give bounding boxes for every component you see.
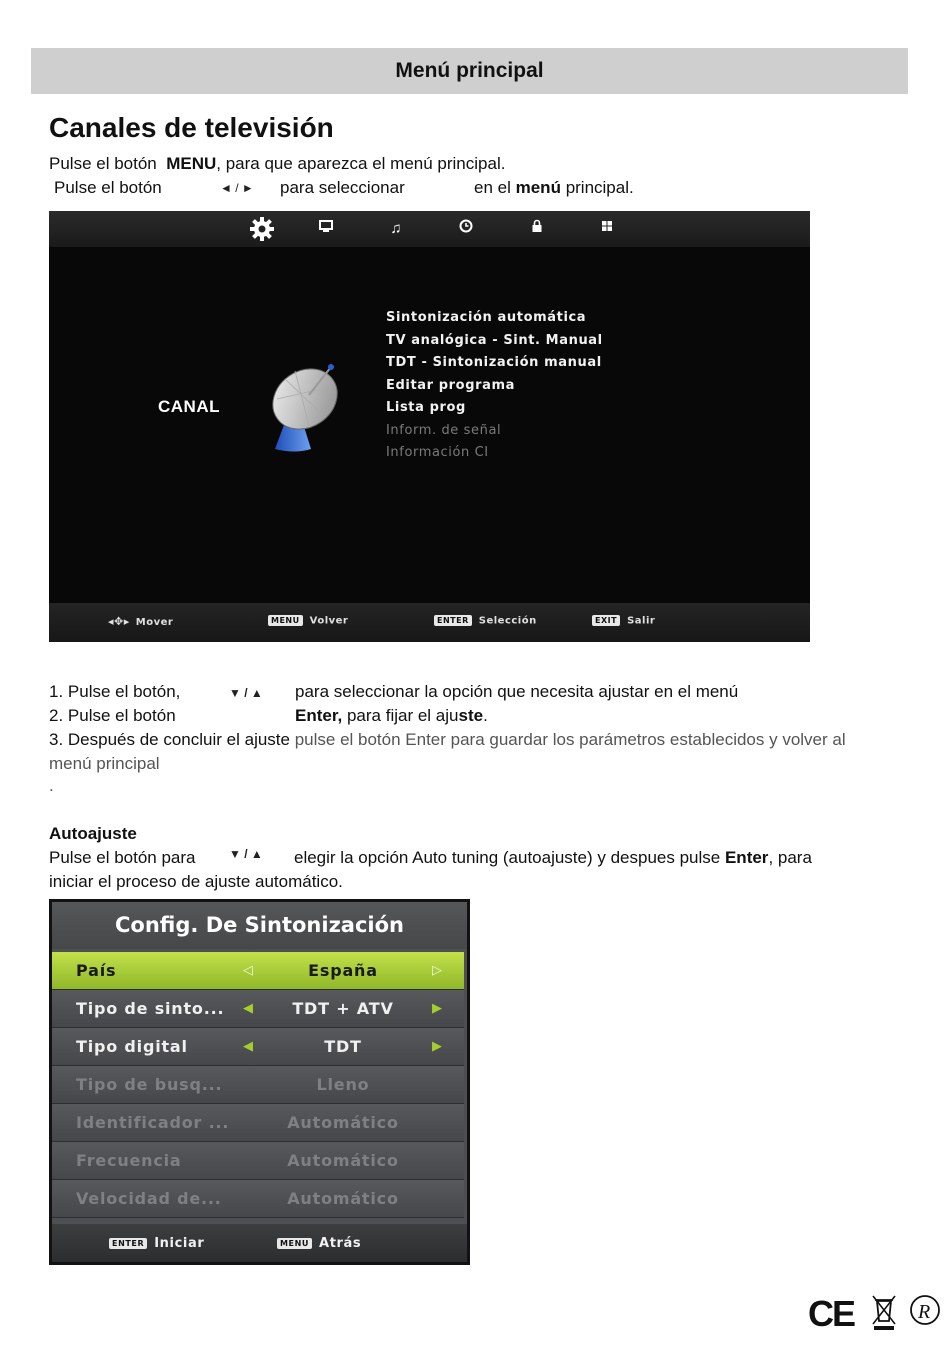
intro-line-2: Pulse el botón [54,178,162,197]
step-3-line-1: 3. Después de concluir el ajuste pulse el botón Enter para guardar los parámetros establecidos y volver al [49,730,846,749]
ce-mark-icon: CE [808,1293,855,1334]
gear-icon[interactable] [249,216,275,242]
autoajuste-line-1: elegir la opción Auto tuning (autoajuste) y despues pulse Enter, para [294,848,812,867]
setting-label: Tipo de busq... [76,1075,223,1094]
intro-line-1: Pulse el botón MENU, para que aparezca el menú principal. [49,154,506,173]
setting-value: Lleno [316,1075,370,1094]
hint-start: ENTER Iniciar [109,1236,204,1251]
arrow-left-icon[interactable]: ◀ [243,1039,254,1054]
monitor-icon[interactable] [315,219,337,239]
setting-row-network-id [52,1104,464,1142]
down-up-arrows-icon: ▼ / ▲ [229,847,263,861]
menu-key-icon: MENU [268,615,303,626]
section-label: CANAL [158,397,220,416]
clock-icon[interactable] [455,219,477,239]
setting-row-country[interactable] [52,952,464,990]
page-heading: Canales de televisión [49,112,334,143]
svg-text:R: R [918,1301,931,1323]
enter-key-icon: ENTER [434,615,472,626]
down-up-arrows-icon: ▼ / ▲ [229,686,263,700]
exit-key-icon: EXIT [592,615,620,626]
left-right-arrows-icon: ◄ / ► [220,181,254,195]
setting-label: Identificador ... [76,1113,230,1132]
setting-value: TDT + ATV [292,999,394,1018]
music-note-icon[interactable]: ♫ [390,220,402,237]
hint-back: MENU Volver [268,615,348,627]
satellite-dish-icon [265,359,345,454]
setting-value: TDT [324,1037,362,1056]
setting-value: España [308,961,378,980]
intro-line-2-end: en el menú principal. [474,178,634,197]
enter-key-icon: ENTER [109,1238,147,1249]
menu-item-edit-program[interactable]: Editar programa [386,378,516,393]
tuning-setup-screen [49,899,470,1265]
menu-item-dtv-manual[interactable]: TDT - Sintonización manual [386,355,602,370]
menu-item-program-list[interactable]: Lista prog [386,400,466,415]
hint-select: ENTER Selección [434,615,537,627]
step-3-line-2: menú principal [49,754,160,773]
autoajuste-title: Autoajuste [49,824,137,843]
arrow-right-icon[interactable]: ▶ [432,1039,443,1054]
intro-line-2-mid: para seleccionar [280,178,405,197]
header-title: Menú principal [395,59,544,82]
step-1-text: para seleccionar la opción que necesita ajustar en el menú [295,682,739,701]
setting-row-scan-type [52,1066,464,1104]
menu-item-atv-manual[interactable]: TV analógica - Sint. Manual [386,333,603,348]
move-arrows-icon: ◂✥▸ [108,615,130,628]
tuning-setup-panel [52,902,467,1262]
lock-icon[interactable] [526,219,548,239]
menu-key-icon: MENU [277,1238,312,1249]
setting-row-frequency [52,1142,464,1180]
arrow-right-icon[interactable]: ▶ [432,1001,443,1016]
step-3-dot: . [49,776,54,795]
arrow-left-icon[interactable]: ◀ [243,1001,254,1016]
step-2-prefix: 2. Pulse el botón [49,706,176,725]
menu-top-bar [49,211,810,247]
step-2-text: Enter, para fijar el ajuste. [295,706,488,725]
hint-back: MENU Atrás [277,1236,361,1251]
setting-value: Automático [287,1189,399,1208]
grid-icon[interactable] [596,219,618,239]
setting-value: Automático [287,1151,399,1170]
setting-label: Velocidad de... [76,1189,222,1208]
setting-label: Frecuencia [76,1151,182,1170]
hint-exit: EXIT Salir [592,615,655,627]
setting-label: Tipo digital [76,1037,188,1056]
menu-item-ci-info: Información CI [386,445,489,460]
setting-label: País [76,961,117,980]
arrow-right-icon[interactable]: ▷ [432,963,443,978]
autoajuste-line-1-prefix: Pulse el botón para [49,848,196,867]
arrow-left-icon[interactable]: ◁ [243,963,254,978]
setting-row-tuning-type[interactable] [52,990,464,1028]
rohs-mark-icon [908,1293,942,1329]
hint-move: ◂✥▸ Mover [108,615,174,628]
channel-menu-screen [49,211,810,642]
menu-item-signal-info: Inform. de señal [386,423,502,438]
step-1-prefix: 1. Pulse el botón, [49,682,181,701]
autoajuste-line-2: iniciar el proceso de ajuste automático. [49,872,343,891]
setting-label: Tipo de sinto... [76,999,225,1018]
weee-bin-icon [870,1293,898,1331]
setting-row-digital-type[interactable] [52,1028,464,1066]
setting-row-symbol-rate [52,1180,464,1218]
tuning-setup-title: Config. De Sintonización [52,902,467,949]
setting-value: Automático [287,1113,399,1132]
compliance-marks [808,1291,943,1335]
tuning-setup-footer [52,1224,467,1262]
menu-item-auto-tuning[interactable]: Sintonización automática [386,310,587,325]
